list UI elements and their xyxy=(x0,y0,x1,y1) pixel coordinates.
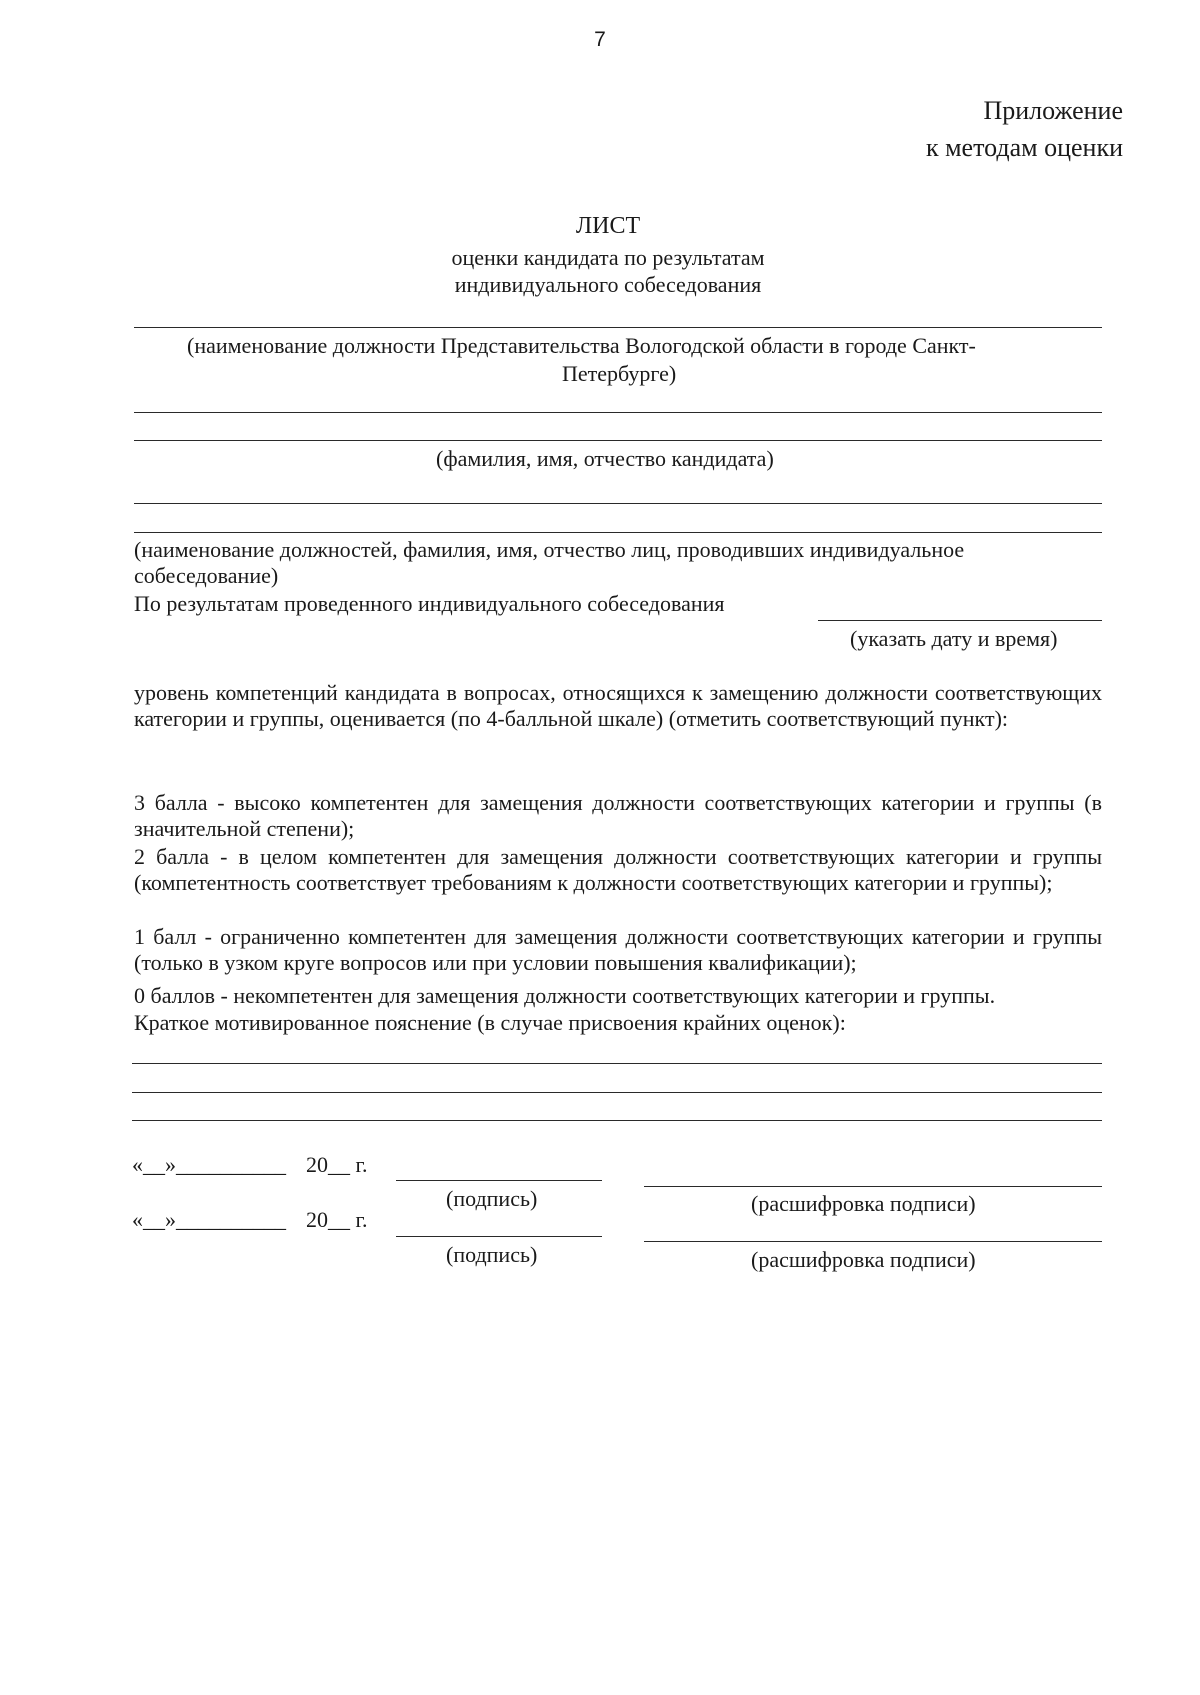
document-subtitle-line1: оценки кандидата по результатам xyxy=(451,245,765,270)
score-item-1: 1 балл - ограниченно компетентен для замещения должности соответствующих категории и группы (только в узком круге вопросов или при условии повышения квалификации); xyxy=(134,924,1102,975)
signature-date-field-1[interactable]: «__»__________ xyxy=(132,1152,286,1177)
signature-decoding-input-line-1[interactable] xyxy=(644,1186,1102,1187)
interviewers-caption-line1: (наименование должностей, фамилия, имя, отчество лиц, проводивших индивидуальное xyxy=(134,537,965,562)
appendix-subtitle: к методам оценки xyxy=(925,133,1123,162)
signature-caption-2: (подпись) xyxy=(446,1242,538,1267)
signature-year-2: 20__ г. xyxy=(306,1207,368,1232)
signature-input-line-2[interactable] xyxy=(396,1236,602,1237)
interviewers-input-line-2[interactable] xyxy=(134,532,1102,533)
position-caption-line1: (наименование должности Представительства Вологодской области в городе Санкт- xyxy=(187,333,976,358)
explanation-input-line-1[interactable] xyxy=(132,1063,1102,1064)
candidate-input-line-1[interactable] xyxy=(134,412,1102,413)
signature-decoding-caption-1: (расшифровка подписи) xyxy=(751,1191,976,1216)
assessment-paragraph: уровень компетенций кандидата в вопросах, относящихся к замещению должности соответствующих категории и группы, оценивается (по 4-балльной шкале) (отметить соответствующий пункт): xyxy=(134,680,1102,731)
interviewers-caption-line2: собеседование) xyxy=(134,563,279,588)
score-item-3: 3 балла - высоко компетентен для замещения должности соответствующих категории и группы (в значительной степени); xyxy=(134,790,1102,841)
signature-decoding-caption-2: (расшифровка подписи) xyxy=(751,1247,976,1272)
signature-year-1: 20__ г. xyxy=(306,1152,368,1177)
document-subtitle-line2: индивидуального собеседования xyxy=(454,272,762,297)
position-input-line[interactable] xyxy=(134,327,1102,328)
candidate-input-line-2[interactable] xyxy=(134,440,1102,441)
signature-input-line-1[interactable] xyxy=(396,1180,602,1181)
results-intro: По результатам проведенного индивидуального собеседования xyxy=(134,591,725,616)
explanation-input-line-3[interactable] xyxy=(132,1120,1102,1121)
position-caption-line2: Петербурге) xyxy=(562,361,677,386)
score-item-0: 0 баллов - некомпетентен для замещения должности соответствующих категории и группы. xyxy=(134,983,996,1008)
signature-date-field-2[interactable]: «__»__________ xyxy=(132,1207,286,1232)
page-number: 7 xyxy=(594,28,606,51)
interviewers-input-line-1[interactable] xyxy=(134,503,1102,504)
date-time-caption: (указать дату и время) xyxy=(850,626,1058,651)
signature-decoding-input-line-2[interactable] xyxy=(644,1241,1102,1242)
appendix-label: Приложение xyxy=(983,96,1123,125)
signature-caption-1: (подпись) xyxy=(446,1186,538,1211)
explanation-input-line-2[interactable] xyxy=(132,1092,1102,1093)
date-time-input-line[interactable] xyxy=(818,620,1102,621)
explanation-label: Краткое мотивированное пояснение (в случае присвоения крайних оценок): xyxy=(134,1010,846,1035)
candidate-caption: (фамилия, имя, отчество кандидата) xyxy=(436,446,774,471)
score-item-2: 2 балла - в целом компетентен для замещения должности соответствующих категории и группы (компетентность соответствует требованиям к должности соответствующих категории и группы); xyxy=(134,844,1102,895)
document-title: ЛИСТ xyxy=(575,213,641,239)
